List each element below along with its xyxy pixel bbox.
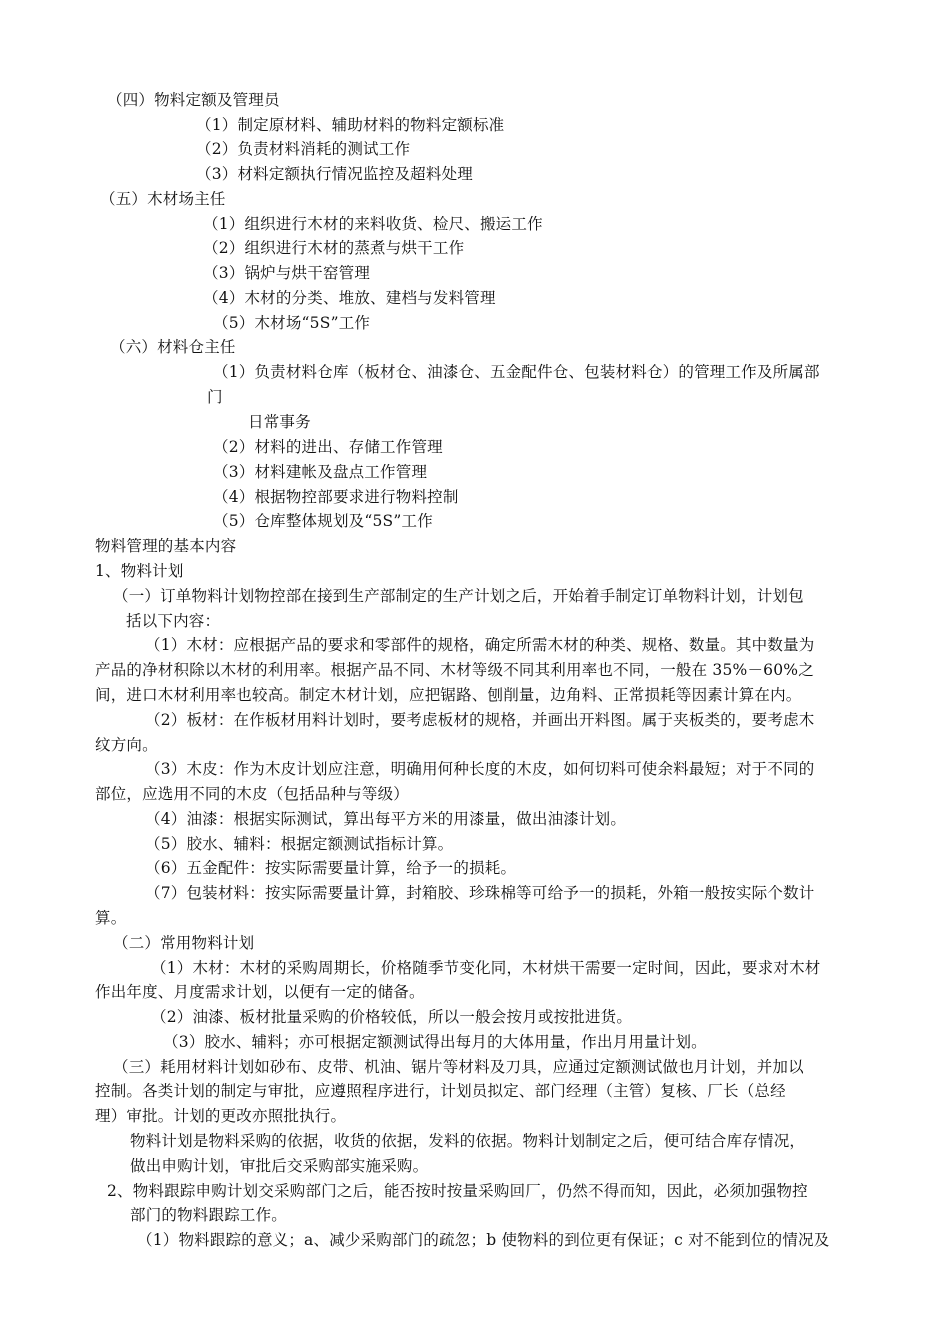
paragraph-line: （7）包装材料：按实际需要量计算，封箱胶、珍珠棉等可给予一的损耗，外箱一般按实际个数计 [145, 884, 815, 902]
list-item: （4）木材的分类、堆放、建档与发料管理 [203, 289, 496, 307]
paragraph-line: 作出年度、月度需求计划，以便有一定的储备。 [95, 983, 425, 1001]
list-item: （1）组织进行木材的来料收货、检尺、搬运工作 [203, 215, 543, 233]
paragraph-line: 部门的物料跟踪工作。 [130, 1206, 288, 1224]
paragraph-line: （5）胶水、辅料：根据定额测试指标计算。 [145, 835, 454, 853]
paragraph-line: （一）订单物料计划物控部在接到生产部制定的生产计划之后，开始着手制定订单物料计划，计划包 [113, 587, 804, 605]
section-heading-5: （五）木材场主任 [100, 190, 226, 208]
list-item: （2）材料的进出、存储工作管理 [213, 438, 443, 456]
paragraph-line: 括以下内容： [126, 612, 221, 630]
paragraph-line: （3）木皮：作为木皮计划应注意，明确用何种长度的木皮，如何切料可使余料最短；对于不同的 [145, 760, 815, 778]
subsection-heading: （二）常用物料计划 [113, 934, 255, 952]
paragraph-line: （1）木材：木材的采购周期长，价格随季节变化同，木材烘干需要一定时间，因此，要求对木材 [151, 959, 821, 977]
paragraph-line: 间，进口木材利用率也较高。制定木材计划，应把锯路、刨削量，边角料、正常损耗等因素计算在内。 [95, 686, 802, 704]
paragraph-line: （3）胶水、辅料；亦可根据定额测试得出每月的大体用量，作出月用量计划。 [163, 1033, 707, 1051]
section-heading-4: （四）物料定额及管理员 [107, 91, 280, 109]
paragraph-line: （6）五金配件：按实际需要量计算，给予一的损耗。 [145, 859, 517, 877]
paragraph-line: 产品的净材积除以木材的利用率。根据产品不同、木材等级不同其利用率也不同，一般在 35%－60%之 [95, 661, 814, 679]
list-item-continuation: 日常事务 [248, 413, 311, 431]
subsection-heading: 2、物料跟踪申购计划交采购部门之后，能否按时按量采购回厂，仍然不得而知，因此，必须加强物控 [107, 1182, 808, 1200]
paragraph-line: （三）耗用材料计划如砂布、皮带、机油、锯片等材料及刀具，应通过定额测试做也月计划，并加以 [113, 1058, 804, 1076]
paragraph-line: 物料计划是物料采购的依据，收货的依据，发料的依据。物料计划制定之后，便可结合库存情况， [130, 1132, 806, 1150]
paragraph-line: （4）油漆：根据实际测试，算出每平方米的用漆量，做出油漆计划。 [145, 810, 627, 828]
list-item: （1）负责材料仓库（板材仓、油漆仓、五金配件仓、包装材料仓）的管理工作及所属部 [213, 363, 820, 381]
list-item: （5）木材场“5S”工作 [213, 314, 371, 332]
list-item-continuation: 门 [207, 388, 223, 406]
paragraph-line: 做出申购计划，审批后交采购部实施采购。 [130, 1157, 429, 1175]
list-item: （1）制定原材料、辅助材料的物料定额标准 [196, 116, 505, 134]
paragraph-line: 控制。各类计划的制定与审批，应遵照程序进行，计划员拟定、部门经理（主管）复核、厂长（总经 [95, 1082, 786, 1100]
paragraph-line: 算。 [95, 909, 127, 927]
subsection-heading: 1、物料计划 [95, 562, 184, 580]
list-item: （2）负责材料消耗的测试工作 [196, 140, 411, 158]
section-heading-6: （六）材料仓主任 [110, 338, 236, 356]
paragraph-line: 理）审批。计划的更改亦照批执行。 [95, 1107, 347, 1125]
paragraph-line: （1）木材：应根据产品的要求和零部件的规格，确定所需木材的种类、规格、数量。其中数量为 [145, 636, 815, 654]
paragraph-line: 纹方向。 [95, 736, 158, 754]
main-heading: 物料管理的基本内容 [95, 537, 237, 555]
list-item: （3）材料建帐及盘点工作管理 [213, 463, 428, 481]
list-item: （3）锅炉与烘干窑管理 [203, 264, 371, 282]
paragraph-line: （2）板材：在作板材用料计划时，要考虑板材的规格，并画出开料图。属于夹板类的，要考虑木 [145, 711, 815, 729]
list-item: （3）材料定额执行情况监控及超料处理 [196, 165, 473, 183]
paragraph-line: （1）物料跟踪的意义；a、减少采购部门的疏忽；b 使物料的到位更有保证；c 对不能到位的情况及 [137, 1231, 830, 1249]
list-item: （2）组织进行木材的蒸煮与烘干工作 [203, 239, 465, 257]
paragraph-line: 部位，应选用不同的木皮（包括品种与等级） [95, 785, 410, 803]
list-item: （4）根据物控部要求进行物料控制 [213, 488, 459, 506]
paragraph-line: （2）油漆、板材批量采购的价格较低，所以一般会按月或按批进货。 [151, 1008, 633, 1026]
list-item: （5）仓库整体规划及“5S”工作 [213, 512, 433, 530]
